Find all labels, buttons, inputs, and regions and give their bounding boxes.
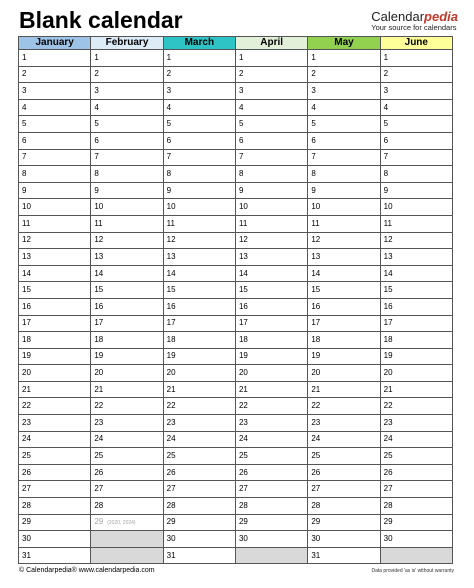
day-cell[interactable]: 14 [380, 265, 452, 282]
day-row [19, 83, 453, 100]
day-cell[interactable]: 10 [91, 199, 163, 216]
day-cell[interactable]: 1 [308, 50, 380, 67]
day-cell[interactable]: 17 [19, 315, 91, 332]
calendar-body [19, 50, 453, 564]
day-cell[interactable]: 9 [235, 182, 307, 199]
day-cell[interactable]: 16 [308, 298, 380, 315]
day-cell[interactable]: 27 [19, 481, 91, 498]
day-row [19, 265, 453, 282]
month-header-march: March [163, 37, 235, 50]
day-cell[interactable]: 14 [308, 265, 380, 282]
day-cell[interactable]: 26 [163, 464, 235, 481]
day-cell[interactable]: 17 [91, 315, 163, 332]
day-cell[interactable]: 28 [235, 498, 307, 515]
day-cell[interactable]: 22 [19, 398, 91, 415]
day-cell[interactable]: 23 [163, 415, 235, 432]
day-cell[interactable]: 20 [380, 365, 452, 382]
day-cell[interactable]: 12 [19, 232, 91, 249]
day-cell[interactable]: 30 [19, 531, 91, 548]
day-row [19, 215, 453, 232]
day-cell[interactable]: 28 [308, 498, 380, 515]
month-header-february: February [91, 37, 163, 50]
day-cell[interactable]: 23 [19, 415, 91, 432]
day-row [19, 481, 453, 498]
day-cell[interactable]: 3 [163, 83, 235, 100]
page-title: Blank calendar [19, 7, 183, 33]
day-cell[interactable]: 11 [380, 215, 452, 232]
day-cell[interactable]: 3 [380, 83, 452, 100]
day-cell[interactable]: 19 [235, 348, 307, 365]
day-cell[interactable]: 27 [163, 481, 235, 498]
day-cell[interactable]: 24 [380, 431, 452, 448]
day-cell[interactable]: 20 [163, 365, 235, 382]
day-cell[interactable]: 5 [19, 116, 91, 133]
day-cell[interactable]: 19 [19, 348, 91, 365]
day-cell[interactable]: 26 [308, 464, 380, 481]
day-cell[interactable]: 18 [91, 332, 163, 349]
day-cell[interactable]: 16 [19, 298, 91, 315]
day-cell[interactable]: 7 [19, 149, 91, 166]
day-row [19, 448, 453, 465]
day-cell[interactable]: 4 [19, 99, 91, 116]
day-cell[interactable]: 17 [380, 315, 452, 332]
day-row [19, 132, 453, 149]
day-cell[interactable]: 14 [235, 265, 307, 282]
day-cell[interactable]: 12 [308, 232, 380, 249]
day-cell[interactable]: 22 [91, 398, 163, 415]
day-cell[interactable]: 6 [91, 132, 163, 149]
day-cell[interactable]: 25 [235, 448, 307, 465]
day-cell[interactable]: 5 [308, 116, 380, 133]
day-cell[interactable]: 22 [235, 398, 307, 415]
day-row [19, 398, 453, 415]
day-cell[interactable]: 15 [163, 282, 235, 299]
day-row [19, 50, 453, 67]
day-cell[interactable]: 7 [308, 149, 380, 166]
day-cell[interactable]: 30 [163, 531, 235, 548]
day-cell[interactable]: 20 [308, 365, 380, 382]
day-cell[interactable]: 23 [91, 415, 163, 432]
day-cell[interactable]: 24 [91, 431, 163, 448]
day-cell[interactable]: 5 [91, 116, 163, 133]
day-row [19, 332, 453, 349]
day-cell[interactable]: 15 [235, 282, 307, 299]
day-cell[interactable]: 28 [19, 498, 91, 515]
day-cell[interactable]: 18 [380, 332, 452, 349]
day-cell[interactable]: 26 [91, 464, 163, 481]
day-cell[interactable]: 6 [19, 132, 91, 149]
day-cell[interactable]: 14 [19, 265, 91, 282]
day-row [19, 232, 453, 249]
day-cell[interactable]: 1 [19, 50, 91, 67]
month-header-row [19, 37, 453, 50]
day-cell[interactable]: 16 [380, 298, 452, 315]
day-cell[interactable]: 1 [163, 50, 235, 67]
day-cell[interactable]: 1 [91, 50, 163, 67]
day-cell[interactable]: 31 [19, 547, 91, 564]
day-row [19, 381, 453, 398]
day-cell[interactable]: 24 [163, 431, 235, 448]
day-cell[interactable]: 10 [19, 199, 91, 216]
day-cell[interactable]: 11 [19, 215, 91, 232]
footer-data-note: Data provided 'as is' without warranty [371, 568, 454, 574]
day-cell[interactable]: 13 [380, 249, 452, 266]
day-row [19, 514, 453, 531]
footer-copyright[interactable]: © Calendarpedia® www.calendarpedia.com [19, 567, 155, 574]
day-cell[interactable]: 29 [308, 514, 380, 531]
day-cell[interactable]: 7 [91, 149, 163, 166]
day-cell[interactable]: 15 [308, 282, 380, 299]
day-cell[interactable]: 12 [91, 232, 163, 249]
day-cell[interactable]: 31 [308, 547, 380, 564]
day-cell[interactable]: 3 [308, 83, 380, 100]
day-cell[interactable] [91, 514, 163, 531]
day-cell[interactable]: 5 [163, 116, 235, 133]
day-row [19, 199, 453, 216]
day-cell[interactable]: 2 [163, 66, 235, 83]
day-cell[interactable]: 26 [380, 464, 452, 481]
day-cell[interactable]: 25 [91, 448, 163, 465]
day-row [19, 149, 453, 166]
day-cell[interactable]: 28 [163, 498, 235, 515]
day-cell[interactable]: 21 [91, 381, 163, 398]
month-header-may: May [308, 37, 380, 50]
day-cell[interactable]: 10 [308, 199, 380, 216]
day-cell[interactable]: 27 [380, 481, 452, 498]
day-cell[interactable]: 9 [91, 182, 163, 199]
day-row [19, 298, 453, 315]
day-cell[interactable]: 17 [163, 315, 235, 332]
leap-day-number: 29 [94, 516, 104, 526]
day-cell[interactable]: 27 [91, 481, 163, 498]
day-cell[interactable]: 2 [308, 66, 380, 83]
day-cell[interactable]: 26 [235, 464, 307, 481]
day-row [19, 365, 453, 382]
day-cell[interactable]: 17 [308, 315, 380, 332]
day-cell[interactable]: 8 [91, 166, 163, 183]
day-cell[interactable]: 8 [235, 166, 307, 183]
day-cell[interactable]: 7 [380, 149, 452, 166]
day-cell[interactable]: 18 [19, 332, 91, 349]
calendar-grid [18, 36, 453, 564]
day-cell-empty[interactable] [91, 547, 163, 564]
day-cell[interactable]: 23 [308, 415, 380, 432]
day-cell-empty[interactable] [91, 531, 163, 548]
day-cell[interactable]: 29 [380, 514, 452, 531]
day-cell[interactable]: 4 [235, 99, 307, 116]
day-cell[interactable]: 2 [235, 66, 307, 83]
day-cell-empty[interactable] [380, 547, 452, 564]
day-cell[interactable]: 9 [380, 182, 452, 199]
day-cell[interactable]: 9 [19, 182, 91, 199]
day-cell[interactable]: 7 [163, 149, 235, 166]
day-row [19, 249, 453, 266]
day-cell[interactable]: 6 [380, 132, 452, 149]
day-cell[interactable]: 21 [19, 381, 91, 398]
day-cell[interactable]: 8 [380, 166, 452, 183]
day-cell[interactable]: 15 [19, 282, 91, 299]
day-row [19, 547, 453, 564]
day-cell[interactable]: 14 [163, 265, 235, 282]
day-cell[interactable]: 18 [163, 332, 235, 349]
day-cell[interactable]: 9 [163, 182, 235, 199]
day-cell[interactable]: 19 [308, 348, 380, 365]
day-cell[interactable]: 15 [380, 282, 452, 299]
day-cell[interactable]: 21 [163, 381, 235, 398]
day-cell[interactable]: 10 [380, 199, 452, 216]
day-cell[interactable]: 2 [19, 66, 91, 83]
day-cell[interactable]: 8 [19, 166, 91, 183]
day-cell[interactable]: 19 [91, 348, 163, 365]
day-row [19, 464, 453, 481]
day-cell[interactable]: 6 [235, 132, 307, 149]
day-row [19, 182, 453, 199]
day-cell[interactable]: 7 [235, 149, 307, 166]
day-cell[interactable]: 10 [163, 199, 235, 216]
day-cell[interactable]: 13 [19, 249, 91, 266]
day-row [19, 531, 453, 548]
day-row [19, 166, 453, 183]
day-cell[interactable]: 29 [235, 514, 307, 531]
day-cell[interactable]: 25 [308, 448, 380, 465]
day-cell[interactable]: 11 [308, 215, 380, 232]
day-cell[interactable]: 24 [19, 431, 91, 448]
day-cell[interactable]: 27 [235, 481, 307, 498]
day-cell[interactable]: 27 [308, 481, 380, 498]
brand-name-main: Calendar [371, 9, 425, 24]
day-cell[interactable]: 25 [380, 448, 452, 465]
day-cell[interactable]: 23 [235, 415, 307, 432]
day-cell[interactable]: 19 [163, 348, 235, 365]
day-cell[interactable]: 6 [163, 132, 235, 149]
day-cell[interactable]: 12 [163, 232, 235, 249]
day-cell[interactable]: 24 [308, 431, 380, 448]
day-cell[interactable]: 2 [380, 66, 452, 83]
day-row [19, 415, 453, 432]
day-cell[interactable]: 13 [235, 249, 307, 266]
brand-name [371, 10, 458, 23]
day-row [19, 498, 453, 515]
day-cell[interactable]: 22 [380, 398, 452, 415]
day-row [19, 66, 453, 83]
day-cell[interactable]: 20 [91, 365, 163, 382]
month-header-january: January [19, 37, 91, 50]
day-cell[interactable]: 15 [91, 282, 163, 299]
brand-name-accent: pedia [424, 9, 458, 24]
day-cell[interactable]: 17 [235, 315, 307, 332]
day-cell[interactable]: 30 [380, 531, 452, 548]
day-cell[interactable]: 22 [308, 398, 380, 415]
day-cell[interactable]: 28 [380, 498, 452, 515]
day-cell[interactable]: 1 [380, 50, 452, 67]
day-cell[interactable]: 3 [91, 83, 163, 100]
month-header-june: June [380, 37, 452, 50]
day-cell[interactable]: 21 [380, 381, 452, 398]
day-row [19, 431, 453, 448]
day-cell[interactable]: 11 [235, 215, 307, 232]
day-cell[interactable]: 18 [308, 332, 380, 349]
day-cell[interactable]: 9 [308, 182, 380, 199]
brand-logo[interactable] [371, 10, 458, 32]
day-cell[interactable]: 29 [19, 514, 91, 531]
day-row [19, 99, 453, 116]
day-cell[interactable]: 5 [380, 116, 452, 133]
day-cell[interactable]: 18 [235, 332, 307, 349]
day-cell[interactable]: 12 [235, 232, 307, 249]
day-cell[interactable]: 21 [235, 381, 307, 398]
day-cell[interactable]: 31 [163, 547, 235, 564]
day-cell[interactable]: 4 [91, 99, 163, 116]
day-cell[interactable]: 8 [308, 166, 380, 183]
day-cell[interactable]: 10 [235, 199, 307, 216]
day-cell[interactable]: 24 [235, 431, 307, 448]
day-cell[interactable]: 12 [380, 232, 452, 249]
day-cell[interactable]: 13 [163, 249, 235, 266]
day-cell[interactable]: 11 [163, 215, 235, 232]
day-cell[interactable]: 16 [163, 298, 235, 315]
day-cell[interactable]: 25 [163, 448, 235, 465]
leap-year-note: (2020, 2024) [107, 519, 136, 526]
day-cell[interactable]: 21 [308, 381, 380, 398]
day-cell[interactable]: 14 [91, 265, 163, 282]
day-cell[interactable]: 4 [380, 99, 452, 116]
day-cell[interactable]: 11 [91, 215, 163, 232]
day-cell[interactable]: 6 [308, 132, 380, 149]
day-cell[interactable]: 4 [308, 99, 380, 116]
day-cell[interactable]: 26 [19, 464, 91, 481]
day-cell[interactable]: 2 [91, 66, 163, 83]
day-cell[interactable]: 3 [235, 83, 307, 100]
day-cell[interactable]: 28 [91, 498, 163, 515]
day-cell[interactable]: 25 [19, 448, 91, 465]
day-row [19, 348, 453, 365]
day-cell[interactable]: 22 [163, 398, 235, 415]
month-header-april: April [235, 37, 307, 50]
day-cell[interactable]: 30 [308, 531, 380, 548]
day-cell[interactable]: 30 [235, 531, 307, 548]
day-cell[interactable]: 1 [235, 50, 307, 67]
day-cell[interactable]: 8 [163, 166, 235, 183]
day-cell[interactable]: 16 [91, 298, 163, 315]
day-row [19, 315, 453, 332]
day-cell[interactable]: 29 [163, 514, 235, 531]
day-row [19, 282, 453, 299]
day-cell[interactable]: 13 [91, 249, 163, 266]
day-cell[interactable]: 3 [19, 83, 91, 100]
brand-tagline: Your source for calendars [371, 23, 457, 32]
day-cell[interactable]: 4 [163, 99, 235, 116]
day-cell[interactable]: 13 [308, 249, 380, 266]
day-cell[interactable]: 20 [235, 365, 307, 382]
day-cell[interactable]: 19 [380, 348, 452, 365]
day-cell[interactable]: 23 [380, 415, 452, 432]
day-cell-empty[interactable] [235, 547, 307, 564]
day-cell[interactable]: 5 [235, 116, 307, 133]
day-cell[interactable]: 20 [19, 365, 91, 382]
day-cell[interactable]: 16 [235, 298, 307, 315]
day-row [19, 116, 453, 133]
